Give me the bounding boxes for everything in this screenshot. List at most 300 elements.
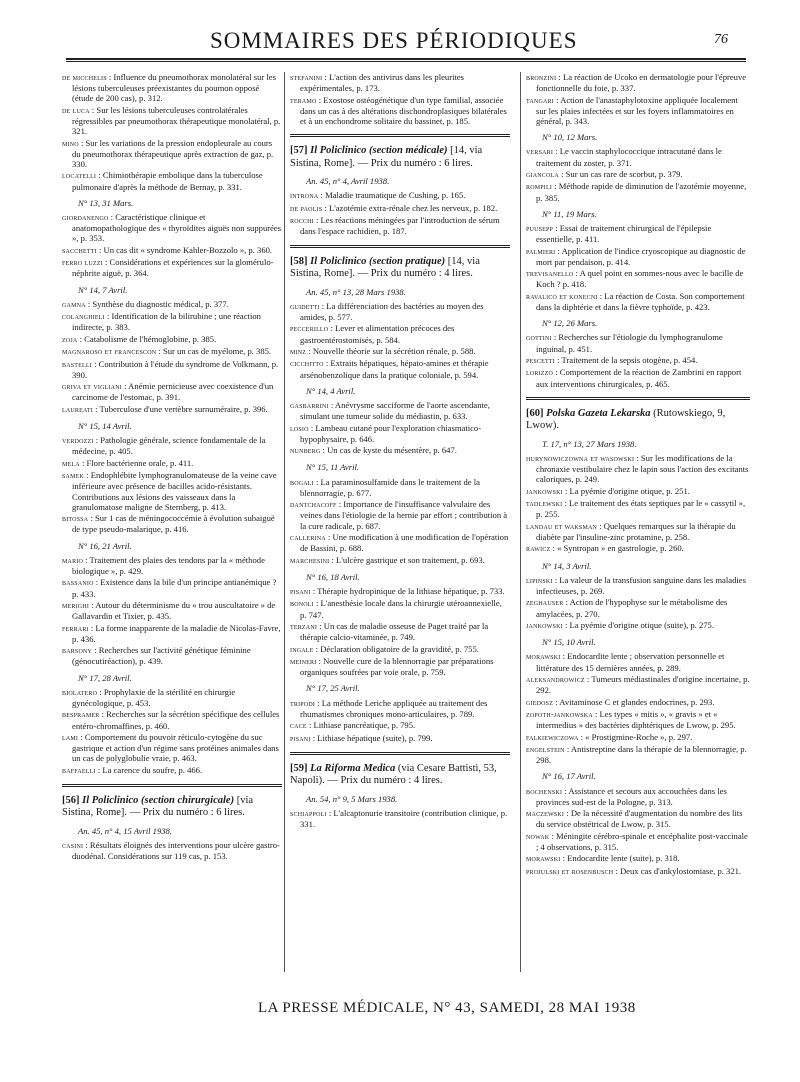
article-entry xyxy=(62,381,282,402)
article-title: : L'anesthésie locale dans la chirurgie utéroannexielle, p. 747. xyxy=(300,598,502,620)
article-entry xyxy=(526,543,750,554)
article-title: : La méthode Leriche appliquée au traitement des rhumatismes chroniques mono-articulaires, p. 789. xyxy=(300,697,488,719)
author-name: mela xyxy=(62,458,80,468)
article-title: : Lambeau cutané pour l'exploration chiasmatico-hypophysaire, p. 646. xyxy=(300,422,482,444)
author-name: gasbarrini xyxy=(290,400,329,410)
author-name: gottini xyxy=(526,333,552,343)
article-title: : Nouvelle cure de la blennorragie par préparations organiques soufrées par voie orale, p. 759. xyxy=(300,655,494,678)
issue-heading: N° 16, 18 Avril. xyxy=(306,571,360,582)
author-name: merighi xyxy=(62,600,90,610)
article-title: : Un cas de maladie osseuse de Paget traité par la thérapie calcio-vitaminée, p. 749. xyxy=(300,620,489,643)
issue-heading: N° 14, 4 Avril. xyxy=(306,385,356,396)
article-title: : Contribution à l'étude du syndrome de Volkmann, p. 390. xyxy=(72,358,279,380)
author-name: terzani xyxy=(290,621,318,631)
author-name: callerina xyxy=(290,532,326,542)
article-entry xyxy=(526,808,750,829)
article-title: : Tuberculose d'une vertèbre surnuméraire, p. 396. xyxy=(92,403,268,414)
article-title: : Avitaminose C et glandes endocrines, p. 293. xyxy=(553,696,715,707)
issue-heading: N° 11, 19 Mars. xyxy=(542,208,597,219)
author-name: bespramer xyxy=(62,710,100,720)
article-entry xyxy=(290,72,510,93)
article-title: : Essai de traitement chirurgical de l'épilepsie essentielle, p. 411. xyxy=(536,223,712,245)
article-title: : L'action des antivirus dans les pleurites expérimentales, p. 173. xyxy=(300,72,465,94)
author-name: mino xyxy=(62,138,79,148)
issue-heading: N° 10, 12 Mars. xyxy=(542,132,598,143)
article-entry xyxy=(62,555,282,576)
author-name: zeghauser xyxy=(526,598,564,608)
article-title: : Assistance et secours aux accouchées dans les provinces sud-est de la Pologne, p. 313. xyxy=(536,785,727,807)
article-title: : La pyémie d'origine otique (suite), p. 275. xyxy=(562,619,715,630)
author-name: peccerillo xyxy=(290,324,329,334)
article-title: : Lithiase hépatique (suite), p. 799. xyxy=(310,732,433,743)
article-entry xyxy=(526,355,750,366)
author-name: teramo xyxy=(290,95,317,105)
article-title: : Sur les modifications de la chronaxie vestibulaire chez le lapin sous l'action des excitants caloriques, p. 249. xyxy=(536,452,749,485)
article-title: : Une modification à une modification de l'opération de Bassini, p. 688. xyxy=(300,531,509,554)
article-entry xyxy=(290,358,510,379)
journal-details: (Rutowskiego, 9, Lwow). xyxy=(526,407,726,432)
article-title: : Recherches sur l'activité génétique féminine (génocutiréaction), p. 439. xyxy=(72,645,251,667)
journal-details: [via Sistina, Rome]. — Prix du numéro : 6 lires. xyxy=(62,794,254,819)
section-separator xyxy=(290,752,510,755)
author-name: stefanini xyxy=(290,73,323,82)
issue-heading: N° 15, 11 Avril. xyxy=(306,462,360,473)
author-name: morawski xyxy=(526,652,561,662)
article-title: : Prophylaxie de la stérilité en chirurgie gynécologique, p. 453. xyxy=(72,686,236,708)
author-name: griva et vigliani xyxy=(62,382,122,392)
article-entry xyxy=(62,687,282,708)
issue-heading: N° 13, 31 Mars. xyxy=(78,197,134,208)
article-title: : Comportement de la réaction de Zambrini en rapport aux interventions chirurgicales, p. 465. xyxy=(536,367,742,389)
article-title: : La forme inapparente de la maladie de Nicolas-Favre, p. 436. xyxy=(72,622,281,644)
article-title: : L'ulcère gastrique et son traitement, p. 693. xyxy=(329,554,485,565)
author-name: ingale xyxy=(290,644,314,654)
article-title: : Lever et alimentation précoces des gastroentérostomisés, p. 584. xyxy=(300,323,455,345)
article-title: : Endophlébite lymphogranulomateuse de la veine cave inférieure avec présence de bacilles acido-résistants. Contributions aux lésions des vaisseaux dans la granulomatose maligne de Sternberg, p. 413. xyxy=(72,470,277,512)
article-entry xyxy=(526,744,750,765)
author-name: hurynowiczowna et wasowski xyxy=(526,453,635,463)
author-name: sacchetti xyxy=(62,245,97,255)
author-name: pescetti xyxy=(526,355,555,365)
article-entry xyxy=(290,720,510,731)
author-name: mario xyxy=(62,555,84,565)
article-entry xyxy=(290,555,510,566)
article-entry xyxy=(62,346,282,357)
author-name: baffaelli xyxy=(62,765,96,775)
author-name: aleksandrowicz xyxy=(526,674,585,684)
article-title: : Caractéristique clinique et anatomopathologique des « thyroïdites aiguës non suppurées », p. 353. xyxy=(72,212,282,244)
article-entry xyxy=(62,138,282,170)
article-entry xyxy=(290,598,510,619)
article-entry xyxy=(526,521,750,542)
article-title: : L'alcaptonurie transitoire (contribution clinique, p. 331. xyxy=(300,807,508,830)
author-name: de paolis xyxy=(290,203,323,213)
article-entry xyxy=(526,72,750,93)
article-title: : Nouvelle théorie sur la sécrétion rénale, p. 588. xyxy=(306,345,476,356)
article-entry xyxy=(526,498,750,519)
article-title: : Maladie traumatique de Cushing, p. 165. xyxy=(318,190,466,201)
page-number: 76 xyxy=(714,32,728,47)
issue-heading: N° 17, 25 Avril. xyxy=(306,683,360,694)
article-entry xyxy=(62,212,282,244)
author-name: lorizzo xyxy=(526,368,554,378)
author-name: bastelli xyxy=(62,359,92,369)
article-entry xyxy=(62,245,282,256)
article-title: : La valeur de la transfusion sanguine dans les maladies infectieuses, p. 269. xyxy=(536,574,746,596)
article-entry xyxy=(62,435,282,456)
article-title: : A quel point en sommes-nous avec le bacille de Koch ? p. 418. xyxy=(536,268,744,290)
article-entry xyxy=(526,575,750,596)
article-title: : Le traitement des états septiques par le « cassytil », p. 255. xyxy=(536,498,746,520)
article-title: : La réaction de Ucoko en dermatologie pour l'épreuve fonctionnelle du foie, p. 337. xyxy=(536,72,747,94)
author-name: versari xyxy=(526,147,554,157)
issue-heading: An. 45, n° 13, 28 Mars 1938. xyxy=(306,286,406,297)
article-entry xyxy=(526,268,750,289)
article-entry xyxy=(526,697,750,708)
article-title: : Identification de la bilirubine ; une réaction indirecte, p. 383. xyxy=(72,311,261,333)
article-entry xyxy=(526,486,750,497)
author-name: rawicz xyxy=(526,544,551,554)
author-name: locatelli xyxy=(62,171,97,181)
article-entry xyxy=(62,404,282,415)
article-title: : Lithiase pancréatique, p. 795. xyxy=(306,720,416,731)
article-entry xyxy=(526,453,750,485)
article-entry xyxy=(62,732,282,764)
author-name: pisani xyxy=(290,733,311,743)
issue-heading: An. 45, n° 4, Avril 1938. xyxy=(306,176,390,187)
article-entry xyxy=(290,400,510,421)
article-title: : Pathologie générale, science fondamentale de la médecine, p. 405. xyxy=(72,435,266,457)
article-title: : La différenciation des bactéries au moyen des amides, p. 577. xyxy=(300,300,484,322)
article-entry xyxy=(62,577,282,598)
article-entry xyxy=(290,445,510,456)
author-name: landau et waksman xyxy=(526,521,598,531)
article-title: : L'azotémie extra-rénale chez les nerveux, p. 182. xyxy=(322,202,498,213)
article-title: : Le vaccin staphylococcique intracutané dans le traitement du zoster, p. 371. xyxy=(536,146,722,168)
author-name: bronzini xyxy=(526,73,557,82)
column-divider xyxy=(520,72,521,972)
issue-heading: N° 15, 10 Avril. xyxy=(542,637,596,648)
author-name: casini xyxy=(62,841,84,851)
article-title: : De la nécessité d'augmentation du nombre des lits du service obstétrical de Lwow, p. 315. xyxy=(536,808,743,830)
author-name: magnaroso et francescon xyxy=(62,347,157,357)
article-title: : « Prostigmine-Roche », p. 297. xyxy=(578,731,693,742)
author-name: zopoth-jankowska xyxy=(526,709,593,719)
article-entry xyxy=(290,586,510,597)
journal-number: [57] xyxy=(290,145,308,157)
article-title: : Importance de l'insuffisance valvulaire des veines dans l'étiologie de la hernie par effort ; contribution à la cure radicale, p. 687. xyxy=(300,499,508,531)
header-rule-thin xyxy=(66,61,746,62)
article-entry xyxy=(290,698,510,719)
article-title: : Antistreptine dans la thérapie de la blennorragie, p. 298. xyxy=(536,743,747,766)
article-title: : Quelques remarques sur la thérapie du diabète par l'insuline-zinc protamine, p. 258. xyxy=(536,520,736,542)
article-title: : Action de l'anastaphylotoxine appliquée localement sur les plaies infectées et sur les foyers inflammatoires en général, p. 343. xyxy=(536,94,738,126)
article-title: : Méthode rapide de diminution de l'azotémie moyenne, p. 385. xyxy=(536,181,747,203)
header-rule xyxy=(66,58,746,60)
author-name: zoja xyxy=(62,334,78,344)
article-title: : Application de l'indice cryoscopique au diagnostic de mort par pendaison, p. 414. xyxy=(536,245,746,267)
article-title: : Synthèse du diagnostic médical, p. 377. xyxy=(85,298,229,309)
article-entry xyxy=(290,808,510,829)
column-left xyxy=(62,72,282,863)
journal-name: La Riforma Medica xyxy=(310,762,396,774)
author-name: jankowski xyxy=(526,620,563,630)
article-entry xyxy=(290,644,510,655)
article-entry xyxy=(290,499,510,531)
article-entry xyxy=(526,853,750,864)
journal-heading xyxy=(526,408,750,433)
author-name: trevisanello xyxy=(526,269,574,279)
column-middle xyxy=(290,72,510,831)
article-entry xyxy=(290,477,510,498)
article-title: : Traitement des plaies des tendons par la « méthode biologique », p. 429. xyxy=(72,554,265,576)
article-entry xyxy=(290,203,510,214)
article-title: : Anévrysme sacciforme de l'aorte ascendante, simulant une tumeur solide du médiastin, p. 633. xyxy=(300,399,490,422)
article-title: : Flore bactérienne orale, p. 411. xyxy=(79,457,194,468)
article-title: : Les types « mitis », « gravis » et « intermedius » des bactéries diphtériques de Lwow, p. 295. xyxy=(536,708,736,731)
issue-heading: N° 15, 14 Avril. xyxy=(78,420,132,431)
article-title: : Catabolisme de l'hémoglobine, p. 385. xyxy=(77,333,217,344)
article-entry xyxy=(62,257,282,278)
author-name: losio xyxy=(290,423,309,433)
author-name: rompili xyxy=(526,182,553,192)
issue-heading: N° 16, 17 Avril. xyxy=(542,771,596,782)
article-title: : « Syntropan » en gastrologie, p. 260. xyxy=(550,543,684,554)
author-name: giedosz xyxy=(526,697,554,707)
author-name: bogali xyxy=(290,477,314,487)
section-separator xyxy=(290,245,510,248)
article-title: : Déclaration obligatoire de la gravidité, p. 755. xyxy=(313,643,479,654)
author-name: de luca xyxy=(62,105,90,115)
article-entry xyxy=(526,291,750,312)
article-title: : Un cas dit « syndrome Kahler-Bozzolo », p. 360. xyxy=(96,244,273,255)
journal-name: Il Policlinico (section pratique) xyxy=(310,255,446,267)
article-entry xyxy=(526,246,750,267)
article-title: : Endocardite lente (suite), p. 318. xyxy=(560,853,680,864)
author-name: lipinski xyxy=(526,575,553,585)
author-name: guidetti xyxy=(290,301,320,311)
article-entry xyxy=(526,709,750,730)
author-name: lami xyxy=(62,732,79,742)
author-name: bassanio xyxy=(62,578,94,588)
author-name: samek xyxy=(62,471,85,481)
article-entry xyxy=(526,831,750,852)
issue-heading: T. 17, n° 13, 27 Mars 1938. xyxy=(542,438,637,449)
article-title: : Sur un cas de myélome, p. 385. xyxy=(156,346,272,357)
article-entry xyxy=(290,656,510,677)
author-name: pisani xyxy=(290,586,311,596)
author-name: rocchi xyxy=(290,216,314,226)
section-separator xyxy=(290,134,510,137)
journal-number: [56] xyxy=(62,794,80,806)
article-title: : Sur un cas rare de scorbut, p. 379. xyxy=(558,169,683,179)
article-entry xyxy=(62,645,282,666)
author-name: ferro luzzi xyxy=(62,258,103,268)
author-name: meineri xyxy=(290,656,317,666)
issue-heading: N° 14, 7 Avril. xyxy=(78,284,128,295)
article-title: : La carence du soufre, p. 466. xyxy=(95,764,203,775)
article-title: : Influence du pneumothorax monolatéral sur les lésions tuberculeuses préexistantes du poumon opposé (étude de 200 cas), p. 312. xyxy=(72,72,276,104)
page-title: SOMMAIRES DES PÉRIODIQUES xyxy=(210,28,578,53)
article-entry xyxy=(62,709,282,730)
author-name: cicchitto xyxy=(290,359,324,369)
journal-name: Polska Gazeta Lekarska xyxy=(546,407,651,419)
author-name: marchesini xyxy=(290,555,330,565)
article-entry xyxy=(62,359,282,380)
footer-journal-line: LA PRESSE MÉDICALE, N° 43, SAMEDI, 28 MAI 1938 xyxy=(258,1000,636,1016)
author-name: barsony xyxy=(62,646,93,656)
article-title: : Autour du déterminisme du « trou auscultatoire » de Gallavardin et Tixier, p. 435. xyxy=(72,599,276,622)
article-title: : La réaction de Costa. Son comportement dans la diphtérie et dans la fièvre typhoïde, p. 423. xyxy=(536,290,745,312)
author-name: bitossa xyxy=(62,514,89,524)
article-title: : Extraits hépatiques, hépato-amines et thérapie arsénobenzolique dans la pratique coloniale, p. 594. xyxy=(300,358,489,380)
article-title: : La paraminosulfamide dans le traitement de la blennorragie, p. 677. xyxy=(300,476,480,498)
article-entry xyxy=(62,334,282,345)
author-name: giancola xyxy=(526,170,559,179)
article-title: : Considérations et expériences sur la glomérulo-néphrite aiguë, p. 364. xyxy=(72,257,274,279)
author-name: falkiewiczowa xyxy=(526,732,579,742)
article-entry xyxy=(526,367,750,388)
article-title: : Existence dans la bile d'un principe antianémique ? p. 433. xyxy=(72,577,277,599)
article-entry xyxy=(290,190,510,201)
author-name: engelstein xyxy=(526,744,565,754)
author-name: laureati xyxy=(62,404,93,414)
article-entry xyxy=(62,623,282,644)
article-title: : Anémie pernicieuse avec coexistence d'un carcinome de l'estomac, p. 391. xyxy=(72,381,274,403)
article-entry xyxy=(290,423,510,444)
author-name: de micchelis xyxy=(62,73,107,82)
article-title: : Comportement du pouvoir réticulo-cytogène du suc gastrique et action d'un régime sans protéines animales dans un cas de polyglobulie vraie, p. 463. xyxy=(72,731,279,764)
journal-number: [58] xyxy=(290,255,308,267)
issue-heading: An. 54, n° 9, 5 Mars 1938. xyxy=(306,793,398,804)
article-entry xyxy=(62,470,282,512)
author-name: schiappoli xyxy=(290,808,327,818)
author-name: morawski xyxy=(526,854,561,864)
article-entry xyxy=(290,532,510,553)
article-entry xyxy=(62,513,282,534)
article-title: : Sur 1 cas de méningococcémie à évolution subaiguë de type pseudo-malarique, p. 416. xyxy=(72,513,275,535)
journal-details: (via Cesare Battisti, 53, Napoli). — Prix du numéro : 4 lires. xyxy=(290,762,497,787)
article-title: : Thérapie hydropinique de la lithiase hépatique, p. 733. xyxy=(310,585,505,596)
article-title: : Endocardite lente ; observation personnelle et littérature des 15 dernières années, p. 289. xyxy=(536,651,725,673)
article-entry xyxy=(526,169,750,180)
article-entry xyxy=(526,866,750,877)
issue-heading: N° 12, 26 Mars. xyxy=(542,318,598,329)
article-title: : Deux cas d'ankylostomiase, p. 321. xyxy=(613,865,742,876)
author-name: giordanengo xyxy=(62,213,109,222)
journal-details: [14, via Sistina, Rome]. — Prix du numéro : 4 lires. xyxy=(290,255,480,280)
author-name: tadlewski xyxy=(526,499,563,509)
issue-heading: An. 45, n° 4, 15 Avril 1938. xyxy=(78,825,172,836)
article-entry xyxy=(62,105,282,137)
article-entry xyxy=(290,621,510,642)
author-name: colanghieli xyxy=(62,312,105,322)
journal-number: [59] xyxy=(290,762,308,774)
article-entry xyxy=(526,223,750,244)
article-title: : Tumeurs médiastinales d'origine incertaine, p. 292. xyxy=(536,673,750,696)
author-name: biolatero xyxy=(62,687,98,697)
journal-heading xyxy=(62,795,282,820)
author-name: jankowski xyxy=(526,486,563,496)
author-name: nowak xyxy=(526,831,550,841)
journal-name: Il Policlinico (section chirurgicale) xyxy=(82,794,235,806)
article-title: : Action de l'hypophyse sur le métabolisme des amylacées, p. 270. xyxy=(536,597,728,619)
article-title: : Sur les lésions tuberculeuses controlatérales régressibles par pneumothorax thérapeutique monolatéral, p. 321. xyxy=(72,104,281,137)
issue-heading: N° 16, 21 Avril. xyxy=(78,540,132,551)
author-name: ravalico et konecni xyxy=(526,291,598,301)
article-entry xyxy=(62,299,282,310)
author-name: bochenski xyxy=(526,786,563,796)
author-name: tangari xyxy=(526,95,554,105)
article-title: : Recherches sur l'étiologie du lymphogranulome inguinal, p. 451. xyxy=(536,332,723,354)
article-entry xyxy=(526,95,750,127)
article-entry xyxy=(290,323,510,344)
article-entry xyxy=(290,215,510,236)
article-entry xyxy=(290,301,510,322)
article-entry xyxy=(62,311,282,332)
article-entry xyxy=(526,181,750,202)
author-name: dantchacoff xyxy=(290,500,337,510)
article-entry xyxy=(62,170,282,191)
author-name: tripodi xyxy=(290,698,316,708)
article-entry xyxy=(526,732,750,743)
author-name: minz xyxy=(290,346,307,356)
author-name: bonoli xyxy=(290,599,314,609)
article-entry xyxy=(526,332,750,353)
article-entry xyxy=(526,597,750,618)
section-separator xyxy=(62,784,282,787)
article-entry xyxy=(526,786,750,807)
article-title: : Traitement de la sepsis otogène, p. 454. xyxy=(554,354,698,365)
column-right xyxy=(526,72,750,878)
author-name: puusepp xyxy=(526,224,554,233)
issue-heading: N° 17, 28 Avril. xyxy=(78,672,132,683)
author-name: introna xyxy=(290,191,319,201)
article-title: : Sur les variations de la pression endopleurale au cours du pneumothorax thérapeutique après extraction de gaz, p. 330. xyxy=(72,137,274,169)
article-entry xyxy=(62,840,282,861)
article-entry xyxy=(290,733,510,744)
author-name: nunberg xyxy=(290,446,321,456)
article-entry xyxy=(62,765,282,776)
journal-number: [60] xyxy=(526,407,544,419)
journal-heading xyxy=(290,145,510,170)
article-title: : Exostose ostéogénétique d'un type familial, associée dans un cas à des altérations dischondroplasiques bilatérales et à un enchondrome solitaire du bassinet, p. 185. xyxy=(300,94,507,126)
article-entry xyxy=(62,458,282,469)
article-entry xyxy=(526,146,750,167)
article-title: : Les réactions méningées par l'introduction de sérum dans l'espace rachidien, p. 187. xyxy=(300,215,500,237)
article-entry xyxy=(290,95,510,127)
article-entry xyxy=(526,674,750,695)
issue-heading: N° 14, 3 Avril. xyxy=(542,560,592,571)
journal-heading xyxy=(290,763,510,788)
journal-name: Il Policlinico (section médicale) xyxy=(310,145,448,157)
article-entry xyxy=(62,600,282,621)
article-title: : Un cas de kyste du mésentère, p. 647. xyxy=(320,445,457,456)
article-title: : Chimiothérapie embolique dans la tuberculose pulmonaire d'après la méthode de Bernay, p. 331. xyxy=(72,170,263,192)
author-name: palmieri xyxy=(526,246,556,256)
article-title: : Résultats éloignés des interventions pour ulcère gastro-duodénal. Considérations sur 119 cas, p. 153. xyxy=(72,840,280,862)
article-title: : La pyémie d'origine otique, p. 251. xyxy=(562,485,690,496)
article-entry xyxy=(290,346,510,357)
author-name: ferrari xyxy=(62,623,89,633)
article-entry xyxy=(526,620,750,631)
journal-heading xyxy=(290,256,510,281)
article-entry xyxy=(62,72,282,104)
journal-details: [14, via Sistina, Rome]. — Prix du numéro : 6 lires. xyxy=(290,145,483,169)
article-title: : Recherches sur la sécrétion spécifique des cellules entéro-chromaffines, p. 460. xyxy=(72,709,280,731)
author-name: gamna xyxy=(62,299,86,309)
column-divider xyxy=(284,72,285,972)
